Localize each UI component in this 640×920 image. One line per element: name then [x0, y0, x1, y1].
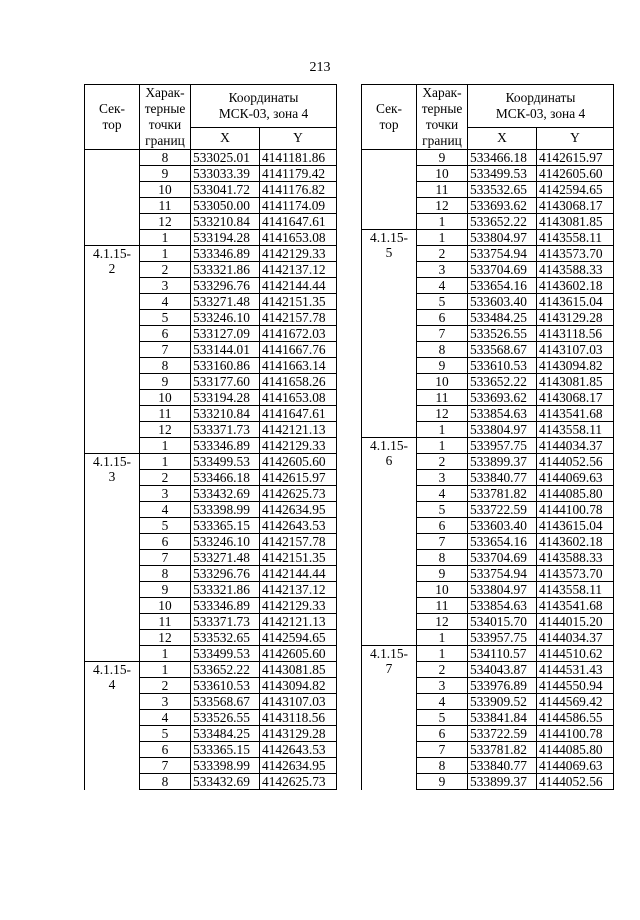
- x-coordinate-cell: 533371.73: [191, 422, 260, 438]
- point-number-cell: 9: [140, 166, 191, 182]
- x-coordinate-cell: 533432.69: [191, 486, 260, 502]
- table-row: [85, 246, 337, 262]
- y-coordinate-cell: 4143615.04: [537, 518, 614, 534]
- x-coordinate-cell: 534043.87: [468, 662, 537, 678]
- x-coordinate-cell: 533840.77: [468, 470, 537, 486]
- y-coordinate-cell: 4144550.94: [537, 678, 614, 694]
- x-coordinate-cell: 533704.69: [468, 550, 537, 566]
- x-coordinate-cell: 533603.40: [468, 294, 537, 310]
- y-coordinate-cell: 4141181.86: [260, 150, 337, 166]
- x-coordinate-cell: 533909.52: [468, 694, 537, 710]
- point-number-cell: 1: [417, 438, 468, 454]
- y-coordinate-cell: 4143129.28: [537, 310, 614, 326]
- point-number-cell: 8: [140, 358, 191, 374]
- y-coordinate-cell: 4143068.17: [537, 198, 614, 214]
- x-coordinate-cell: 533899.37: [468, 454, 537, 470]
- header-points: Харак- терные точки границ: [140, 85, 191, 150]
- x-coordinate-cell: 533484.25: [468, 310, 537, 326]
- x-coordinate-cell: 533899.37: [468, 774, 537, 790]
- point-number-cell: 1: [140, 662, 191, 678]
- x-coordinate-cell: 533754.94: [468, 246, 537, 262]
- y-coordinate-cell: 4142643.53: [260, 518, 337, 534]
- x-coordinate-cell: 533722.59: [468, 502, 537, 518]
- x-coordinate-cell: 533499.53: [468, 166, 537, 182]
- x-coordinate-cell: 533532.65: [468, 182, 537, 198]
- y-coordinate-cell: 4144069.63: [537, 758, 614, 774]
- y-coordinate-cell: 4144085.80: [537, 742, 614, 758]
- point-number-cell: 10: [140, 390, 191, 406]
- point-number-cell: 9: [417, 150, 468, 166]
- x-coordinate-cell: 533321.86: [191, 262, 260, 278]
- x-coordinate-cell: 533466.18: [191, 470, 260, 486]
- x-coordinate-cell: 533194.28: [191, 390, 260, 406]
- y-coordinate-cell: 4144100.78: [537, 726, 614, 742]
- point-number-cell: 6: [140, 742, 191, 758]
- x-coordinate-cell: 533976.89: [468, 678, 537, 694]
- y-coordinate-cell: 4143602.18: [537, 278, 614, 294]
- point-number-cell: 7: [417, 742, 468, 758]
- point-number-cell: 1: [140, 454, 191, 470]
- header-x: X: [191, 127, 260, 149]
- table-body-right: [362, 150, 614, 790]
- point-number-cell: 7: [140, 342, 191, 358]
- point-number-cell: 11: [417, 598, 468, 614]
- point-number-cell: 6: [140, 326, 191, 342]
- x-coordinate-cell: 533526.55: [191, 710, 260, 726]
- sector-cell: 4.1.15- 3: [85, 454, 140, 662]
- point-number-cell: 12: [417, 406, 468, 422]
- x-coordinate-cell: 533210.84: [191, 214, 260, 230]
- y-coordinate-cell: 4141174.09: [260, 198, 337, 214]
- table-row: [85, 454, 337, 470]
- point-number-cell: 7: [417, 326, 468, 342]
- x-coordinate-cell: 533568.67: [191, 694, 260, 710]
- point-number-cell: 5: [140, 310, 191, 326]
- y-coordinate-cell: 4143107.03: [537, 342, 614, 358]
- y-coordinate-cell: 4143081.85: [537, 374, 614, 390]
- y-coordinate-cell: 4143129.28: [260, 726, 337, 742]
- y-coordinate-cell: 4141176.82: [260, 182, 337, 198]
- point-number-cell: 4: [140, 710, 191, 726]
- point-number-cell: 1: [417, 214, 468, 230]
- point-number-cell: 2: [417, 454, 468, 470]
- sector-cell: 4.1.15- 6: [362, 438, 417, 646]
- y-coordinate-cell: 4143081.85: [260, 662, 337, 678]
- y-coordinate-cell: 4141663.14: [260, 358, 337, 374]
- point-number-cell: 11: [140, 198, 191, 214]
- y-coordinate-cell: 4141653.08: [260, 390, 337, 406]
- x-coordinate-cell: 533610.53: [191, 678, 260, 694]
- y-coordinate-cell: 4143541.68: [537, 406, 614, 422]
- y-coordinate-cell: 4143588.33: [537, 262, 614, 278]
- y-coordinate-cell: 4144531.43: [537, 662, 614, 678]
- x-coordinate-cell: 533246.10: [191, 310, 260, 326]
- point-number-cell: 9: [417, 358, 468, 374]
- y-coordinate-cell: 4142643.53: [260, 742, 337, 758]
- point-number-cell: 3: [140, 486, 191, 502]
- x-coordinate-cell: 533346.89: [191, 598, 260, 614]
- y-coordinate-cell: 4142157.78: [260, 310, 337, 326]
- point-number-cell: 7: [140, 758, 191, 774]
- point-number-cell: 12: [140, 214, 191, 230]
- y-coordinate-cell: 4141647.61: [260, 214, 337, 230]
- x-coordinate-cell: 533033.39: [191, 166, 260, 182]
- sector-cell: [85, 150, 140, 246]
- point-number-cell: 12: [140, 630, 191, 646]
- point-number-cell: 11: [417, 182, 468, 198]
- x-coordinate-cell: 533346.89: [191, 438, 260, 454]
- y-coordinate-cell: 4142157.78: [260, 534, 337, 550]
- x-coordinate-cell: 533499.53: [191, 454, 260, 470]
- y-coordinate-cell: 4143602.18: [537, 534, 614, 550]
- y-coordinate-cell: 4142144.44: [260, 566, 337, 582]
- header-x: X: [468, 127, 537, 149]
- x-coordinate-cell: 533466.18: [468, 150, 537, 166]
- header-coordinates: Координаты МСК-03, зона 4: [468, 85, 614, 128]
- x-coordinate-cell: 533194.28: [191, 230, 260, 246]
- x-coordinate-cell: 533568.67: [468, 342, 537, 358]
- x-coordinate-cell: 533271.48: [191, 294, 260, 310]
- y-coordinate-cell: 4142634.95: [260, 502, 337, 518]
- point-number-cell: 10: [417, 166, 468, 182]
- point-number-cell: 8: [417, 342, 468, 358]
- y-coordinate-cell: 4143573.70: [537, 566, 614, 582]
- y-coordinate-cell: 4142605.60: [260, 646, 337, 662]
- y-coordinate-cell: 4144034.37: [537, 438, 614, 454]
- x-coordinate-cell: 533804.97: [468, 582, 537, 598]
- coordinates-table-right: [361, 84, 614, 790]
- y-coordinate-cell: 4142605.60: [537, 166, 614, 182]
- y-coordinate-cell: 4142137.12: [260, 262, 337, 278]
- y-coordinate-cell: 4143573.70: [537, 246, 614, 262]
- point-number-cell: 1: [140, 646, 191, 662]
- y-coordinate-cell: 4143118.56: [537, 326, 614, 342]
- x-coordinate-cell: 533526.55: [468, 326, 537, 342]
- x-coordinate-cell: 533050.00: [191, 198, 260, 214]
- header-sector: Сек- тор: [85, 85, 140, 150]
- point-number-cell: 8: [140, 566, 191, 582]
- point-number-cell: 4: [140, 294, 191, 310]
- y-coordinate-cell: 4144100.78: [537, 502, 614, 518]
- point-number-cell: 9: [417, 774, 468, 790]
- x-coordinate-cell: 533041.72: [191, 182, 260, 198]
- y-coordinate-cell: 4141658.26: [260, 374, 337, 390]
- y-coordinate-cell: 4143118.56: [260, 710, 337, 726]
- y-coordinate-cell: 4142625.73: [260, 486, 337, 502]
- y-coordinate-cell: 4143094.82: [260, 678, 337, 694]
- point-number-cell: 7: [140, 550, 191, 566]
- y-coordinate-cell: 4144052.56: [537, 774, 614, 790]
- x-coordinate-cell: 533210.84: [191, 406, 260, 422]
- y-coordinate-cell: 4143558.11: [537, 582, 614, 598]
- y-coordinate-cell: 4143615.04: [537, 294, 614, 310]
- y-coordinate-cell: 4143081.85: [537, 214, 614, 230]
- y-coordinate-cell: 4143094.82: [537, 358, 614, 374]
- point-number-cell: 11: [140, 406, 191, 422]
- x-coordinate-cell: 533693.62: [468, 198, 537, 214]
- point-number-cell: 1: [417, 630, 468, 646]
- point-number-cell: 6: [417, 726, 468, 742]
- y-coordinate-cell: 4142129.33: [260, 598, 337, 614]
- y-coordinate-cell: 4142151.35: [260, 550, 337, 566]
- point-number-cell: 9: [417, 566, 468, 582]
- x-coordinate-cell: 534015.70: [468, 614, 537, 630]
- point-number-cell: 3: [417, 262, 468, 278]
- point-number-cell: 3: [417, 678, 468, 694]
- y-coordinate-cell: 4142129.33: [260, 246, 337, 262]
- y-coordinate-cell: 4142129.33: [260, 438, 337, 454]
- y-coordinate-cell: 4144015.20: [537, 614, 614, 630]
- table-row: [362, 438, 614, 454]
- point-number-cell: 5: [417, 294, 468, 310]
- sector-cell: 4.1.15- 5: [362, 230, 417, 438]
- point-number-cell: 6: [140, 534, 191, 550]
- coordinates-table-left: [84, 84, 337, 790]
- y-coordinate-cell: 4144510.62: [537, 646, 614, 662]
- x-coordinate-cell: 533652.22: [468, 214, 537, 230]
- x-coordinate-cell: 534110.57: [468, 646, 537, 662]
- x-coordinate-cell: 533246.10: [191, 534, 260, 550]
- point-number-cell: 2: [417, 662, 468, 678]
- x-coordinate-cell: 533127.09: [191, 326, 260, 342]
- point-number-cell: 4: [140, 502, 191, 518]
- x-coordinate-cell: 533025.01: [191, 150, 260, 166]
- point-number-cell: 11: [140, 614, 191, 630]
- x-coordinate-cell: 533693.62: [468, 390, 537, 406]
- x-coordinate-cell: 533371.73: [191, 614, 260, 630]
- point-number-cell: 8: [417, 758, 468, 774]
- y-coordinate-cell: 4142121.13: [260, 422, 337, 438]
- point-number-cell: 1: [417, 646, 468, 662]
- x-coordinate-cell: 533296.76: [191, 278, 260, 294]
- y-coordinate-cell: 4142615.97: [260, 470, 337, 486]
- y-coordinate-cell: 4144034.37: [537, 630, 614, 646]
- point-number-cell: 12: [417, 198, 468, 214]
- x-coordinate-cell: 533841.84: [468, 710, 537, 726]
- table-row: [362, 646, 614, 662]
- x-coordinate-cell: 533398.99: [191, 502, 260, 518]
- y-coordinate-cell: 4142625.73: [260, 774, 337, 790]
- x-coordinate-cell: 533754.94: [468, 566, 537, 582]
- y-coordinate-cell: 4142594.65: [260, 630, 337, 646]
- point-number-cell: 2: [417, 246, 468, 262]
- x-coordinate-cell: 533321.86: [191, 582, 260, 598]
- point-number-cell: 1: [140, 438, 191, 454]
- point-number-cell: 2: [140, 470, 191, 486]
- x-coordinate-cell: 533652.22: [468, 374, 537, 390]
- y-coordinate-cell: 4141672.03: [260, 326, 337, 342]
- x-coordinate-cell: 533532.65: [191, 630, 260, 646]
- y-coordinate-cell: 4141653.08: [260, 230, 337, 246]
- y-coordinate-cell: 4142144.44: [260, 278, 337, 294]
- y-coordinate-cell: 4142137.12: [260, 582, 337, 598]
- sector-cell: [362, 150, 417, 230]
- x-coordinate-cell: 533271.48: [191, 550, 260, 566]
- x-coordinate-cell: 533840.77: [468, 758, 537, 774]
- y-coordinate-cell: 4143558.11: [537, 422, 614, 438]
- x-coordinate-cell: 533654.16: [468, 534, 537, 550]
- y-coordinate-cell: 4143107.03: [260, 694, 337, 710]
- y-coordinate-cell: 4143541.68: [537, 598, 614, 614]
- point-number-cell: 7: [417, 534, 468, 550]
- point-number-cell: 3: [140, 278, 191, 294]
- point-number-cell: 2: [140, 678, 191, 694]
- point-number-cell: 8: [417, 550, 468, 566]
- header-points: Харак- терные точки границ: [417, 85, 468, 150]
- point-number-cell: 11: [417, 390, 468, 406]
- x-coordinate-cell: 533346.89: [191, 246, 260, 262]
- x-coordinate-cell: 533957.75: [468, 630, 537, 646]
- point-number-cell: 2: [140, 262, 191, 278]
- point-number-cell: 8: [140, 150, 191, 166]
- x-coordinate-cell: 533398.99: [191, 758, 260, 774]
- y-coordinate-cell: 4144052.56: [537, 454, 614, 470]
- point-number-cell: 6: [417, 518, 468, 534]
- y-coordinate-cell: 4144069.63: [537, 470, 614, 486]
- point-number-cell: 3: [417, 470, 468, 486]
- x-coordinate-cell: 533854.63: [468, 598, 537, 614]
- header-y: Y: [260, 127, 337, 149]
- y-coordinate-cell: 4144085.80: [537, 486, 614, 502]
- x-coordinate-cell: 533652.22: [191, 662, 260, 678]
- point-number-cell: 9: [140, 582, 191, 598]
- y-coordinate-cell: 4143558.11: [537, 230, 614, 246]
- point-number-cell: 1: [417, 422, 468, 438]
- point-number-cell: 5: [417, 502, 468, 518]
- y-coordinate-cell: 4141179.42: [260, 166, 337, 182]
- point-number-cell: 4: [417, 486, 468, 502]
- point-number-cell: 4: [417, 694, 468, 710]
- point-number-cell: 3: [140, 694, 191, 710]
- y-coordinate-cell: 4141667.76: [260, 342, 337, 358]
- table-row: [85, 662, 337, 678]
- y-coordinate-cell: 4142615.97: [537, 150, 614, 166]
- y-coordinate-cell: 4142121.13: [260, 614, 337, 630]
- x-coordinate-cell: 533804.97: [468, 230, 537, 246]
- point-number-cell: 5: [417, 710, 468, 726]
- point-number-cell: 12: [417, 614, 468, 630]
- table-row: [362, 150, 614, 166]
- table-body-left: [85, 150, 337, 790]
- y-coordinate-cell: 4142151.35: [260, 294, 337, 310]
- x-coordinate-cell: 533781.82: [468, 742, 537, 758]
- point-number-cell: 4: [417, 278, 468, 294]
- x-coordinate-cell: 533484.25: [191, 726, 260, 742]
- point-number-cell: 12: [140, 422, 191, 438]
- point-number-cell: 5: [140, 518, 191, 534]
- y-coordinate-cell: 4142594.65: [537, 182, 614, 198]
- point-number-cell: 1: [140, 230, 191, 246]
- table-row: [85, 150, 337, 166]
- x-coordinate-cell: 533365.15: [191, 742, 260, 758]
- x-coordinate-cell: 533365.15: [191, 518, 260, 534]
- point-number-cell: 6: [417, 310, 468, 326]
- x-coordinate-cell: 533854.63: [468, 406, 537, 422]
- y-coordinate-cell: 4143588.33: [537, 550, 614, 566]
- x-coordinate-cell: 533781.82: [468, 486, 537, 502]
- x-coordinate-cell: 533804.97: [468, 422, 537, 438]
- point-number-cell: 9: [140, 374, 191, 390]
- point-number-cell: 10: [417, 582, 468, 598]
- page-number: 213: [309, 60, 331, 75]
- x-coordinate-cell: 533603.40: [468, 518, 537, 534]
- y-coordinate-cell: 4141647.61: [260, 406, 337, 422]
- x-coordinate-cell: 533432.69: [191, 774, 260, 790]
- x-coordinate-cell: 533722.59: [468, 726, 537, 742]
- y-coordinate-cell: 4144586.55: [537, 710, 614, 726]
- x-coordinate-cell: 533499.53: [191, 646, 260, 662]
- point-number-cell: 5: [140, 726, 191, 742]
- x-coordinate-cell: 533296.76: [191, 566, 260, 582]
- point-number-cell: 10: [140, 182, 191, 198]
- point-number-cell: 8: [140, 774, 191, 790]
- point-number-cell: 1: [140, 246, 191, 262]
- table-row: [362, 230, 614, 246]
- sector-cell: 4.1.15- 4: [85, 662, 140, 790]
- point-number-cell: 10: [417, 374, 468, 390]
- x-coordinate-cell: 533654.16: [468, 278, 537, 294]
- point-number-cell: 10: [140, 598, 191, 614]
- x-coordinate-cell: 533957.75: [468, 438, 537, 454]
- sector-cell: 4.1.15- 2: [85, 246, 140, 454]
- x-coordinate-cell: 533160.86: [191, 358, 260, 374]
- sector-cell: 4.1.15- 7: [362, 646, 417, 790]
- y-coordinate-cell: 4142605.60: [260, 454, 337, 470]
- x-coordinate-cell: 533610.53: [468, 358, 537, 374]
- header-sector: Сек- тор: [362, 85, 417, 150]
- x-coordinate-cell: 533177.60: [191, 374, 260, 390]
- header-y: Y: [537, 127, 614, 149]
- y-coordinate-cell: 4142634.95: [260, 758, 337, 774]
- header-coordinates: Координаты МСК-03, зона 4: [191, 85, 337, 128]
- point-number-cell: 1: [417, 230, 468, 246]
- y-coordinate-cell: 4144569.42: [537, 694, 614, 710]
- y-coordinate-cell: 4143068.17: [537, 390, 614, 406]
- x-coordinate-cell: 533144.01: [191, 342, 260, 358]
- x-coordinate-cell: 533704.69: [468, 262, 537, 278]
